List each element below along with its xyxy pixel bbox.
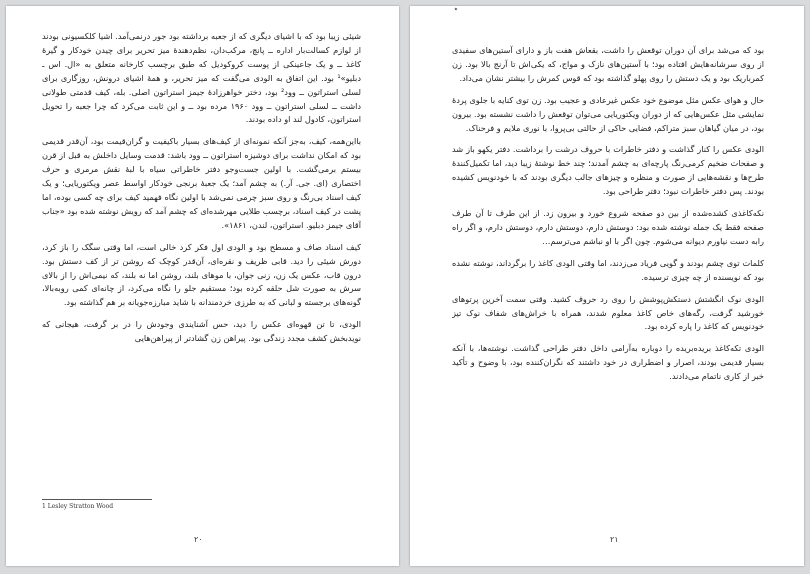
- left-page-text: [42, 30, 361, 520]
- paragraph: الودی نوک انگشتش دستکش‌پوشش را روی رد حروف کشید. وقتی سمت آخرین پرتوهای خورشید گرفت، رگه‌های خاص کاغذ معلوم شدند، همراه با خراش‌های شفاف نوک تیز خودنویس که کاغذ را پاره کرده بود.: [452, 293, 764, 332]
- paragraph: الودی، تا تن قهوه‌ای عکس را دید، حس آشنایندی وجودش را در بر گرفت، هیجانی که نویدبخش کشف مجدد زندگی بود. پیراهن زن گشادتر از پیراهن‌هایی: [42, 319, 361, 344]
- paragraph: بود که می‌شد برای آن دوران توقعش را داشت، بقعاش هفت باز و دارای آستین‌های سفیدی از روی سرشانه‌هایش افتاده بود؛ با آستین‌های نازک و مواج، که یکی‌اش تا آرنج بالا بود. زن کمرباریک بود و یک دستش را روی پهلو گذاشته بود که قوس کمرش را بیشتر نشان می‌داد.: [452, 45, 764, 83]
- left-page: [6, 6, 399, 566]
- page-number-right: ۲۱: [610, 535, 619, 544]
- corner-mark: ٭: [454, 6, 458, 13]
- footnote: 1 Lesley Stratton Wood: [42, 503, 114, 510]
- paragraph: کلمات توی چشم بودند و گویی فریاد می‌زدند، اما وقتی الودی کاغذ را برگرداند، نوشته نشده بود که نویسنده از چه چیزی ترسیده.: [452, 257, 764, 282]
- paragraph: بااین‌همه، کیف، به‌جز آنکه نمونه‌ای از کیف‌های بسیار باکیفیت و گران‌قیمت بود، آن‌قدر قدیمی بود که امکان نداشت برای دوشیزه استراتون ــ وود باشد: قدمت وسایل داخلش به قبل از قرن بیستم برمی‌گشت. با اولین جست‌وجو دفتر خاطراتی سیاه با لبهٔ نقش مرمری و حرف اختصاری (ای. جی. آر.) به چشم آمد؛ یک جعبهٔ برنجی خودکار اواسط عصر ویکتوریایی؛ و یک کیف اسناد بی‌رنگ و روی سبز چرمی نمی‌شد با اولین نگاه فهمید کیف برای چه کسی بوده، اما پشت در کیف اسناد، برچسب طلایی مهرشده‌ای که چشم آمد که رویش نوشته شده بود «جناب آقای جیمز دبلیو. استراتون، لندن، ۱۸۶۱».: [42, 136, 361, 230]
- paragraph: حال و هوای عکس مثل موضوع خود عکس غیرعادی و عجیب بود. زن توی کنایه با جلوی پردهٔ نمایشی مثل عکس‌هایی که از دوران ویکتوریایی می‌توان توقعش را داشت نشسته بود. بیرون بود، در میان گیاهان سبز متراکم، فضایی حاکی از حالتی بی‌پروا، با نوری ملایم و فرحناک.: [452, 94, 764, 133]
- page-number-left: ۲۰: [194, 535, 203, 544]
- paragraph: الودی تکه‌کاغذ بریده‌بریده را دوباره به‌آرامی داخل دفتر طراحی گذاشت. نوشته‌ها، با آنکه بسیار قدیمی بودند، اصرار و اضطراری در خود داشتند که نگران‌کننده بود، با وضوح و تأکید خبر از کاری ناتمام می‌دادند.: [452, 343, 764, 382]
- paragraph: کیف اسناد صاف و مسطح بود و الودی اول فکر کرد خالی است، اما وقتی سگک را باز کرد، دورش شیئی را دید. قابی ظریف و نقره‌ای، آن‌قدر کوچک که روشن تر از کف دستش بود. درون قاب، عکس یک زن، زنی جوان، با موهای بلند، روشن اما نه بلند، که نیمی‌اش را از بالای سرش به صورت شل حلقه کرده بود؛ مستقیم جلو را نگاه می‌کرد، از چانه‌ای کمی رو‌به‌بالا، گونه‌های برجسته و لبانی که به طرزی خردمندانه با شاید مبارزه‌جویانه بر هم گذاشته بود.: [42, 241, 361, 308]
- paragraph: شیئی زیبا بود که با اشیای دیگری که از جعبه برداشته بود جور درنمی‌آمد. اشیا کلکسیونی بودند از لوازم کسالت‌بار اداره ــ پانچ، مرکب‌دان، نظم‌دهندهٔ میز تحریر برای چیدن خودکار و گیرهٔ کاغذ ــ و یک جاعینکی از پوست کروکودیل که طبق برچسب کارخانه متعلق به «ال. اس ـ دبلیو»¹ بود. این اتفاق به الودی می‌گفت که میز تحریر، و همهٔ اشیای درونش، روزگاری برای لسلی استراتون ــ وود² بود، دختر خواهرزادهٔ جیمز استراتون اصلی. بله، کیف قدمتی طولانی داشت ــ لسلی استراتون ــ وود ۱۹۶۰ مرده بود ــ و این ثابت می‌کرد که چرا جعبه را تحویل استراتون، کادول لند او داده بودند.: [42, 31, 361, 125]
- paragraph: الودی عکس را کنار گذاشت و دفتر خاطرات با حروف درشت را برداشت. دفتر یکهو باز شد و صفحات ضخیم کرمی‌رنگ پارچه‌ای به چشم آمدند؛ چند خط نوشتهٔ زیبا دید، اما تکمیل‌کنندهٔ طرح‌ها و نقشه‌هایی از صورت و منظره و چیزهای جالب دیگری بودند که با خودنویس کشیده بودند. پس دفتر خاطرات نبود؛ دفتر طراحی بود.: [452, 144, 764, 197]
- right-page-text: [452, 44, 764, 518]
- footnote-divider: [42, 499, 152, 500]
- paragraph: نکه‌کاغذی کشده‌شده از بین دو صفحه شروع خورد و بیرون زد. از این طرف تا آن طرف صفحه فقط یک جمله نوشته شده بود: دوستش دارم، دوستش دارم، دوستش دارم، و اگر راه رابه دست نیاورم دیوانه می‌شوم. چون اگر با او نباشم می‌ترسم…: [452, 208, 764, 246]
- right-page: [410, 6, 804, 566]
